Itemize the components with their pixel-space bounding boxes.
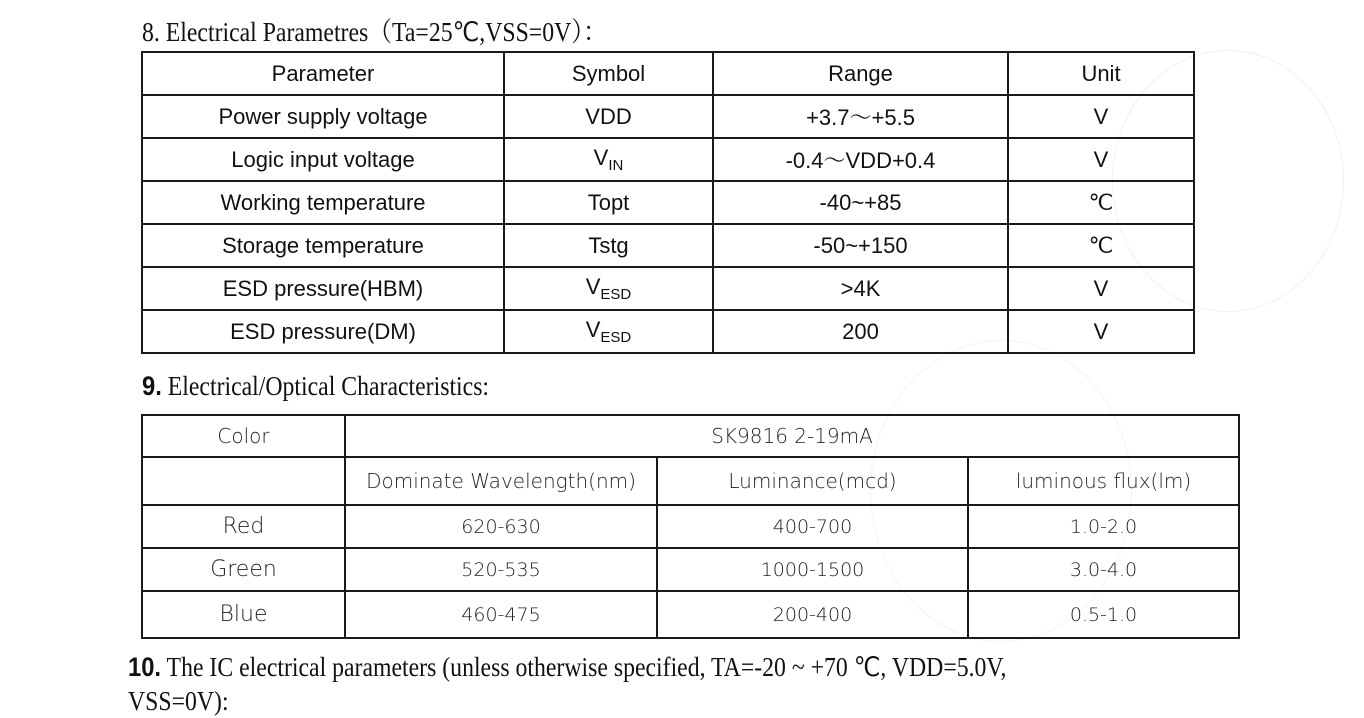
symbol-subscript: ESD <box>600 329 632 346</box>
table-row <box>142 591 1239 638</box>
column-header: luminous flux(lm) <box>968 457 1239 505</box>
symbol-text: V <box>585 317 601 342</box>
table-subheader-row <box>142 457 1239 505</box>
symbol-subscript: ESD <box>600 286 632 303</box>
symbol-cell <box>504 310 713 353</box>
section-8-heading: 8. Electrical Parametres（Ta=25℃,VSS=0V）： <box>142 17 607 47</box>
color-header: Color <box>142 415 345 457</box>
table-row <box>142 95 1194 138</box>
symbol-cell <box>504 138 713 181</box>
unit-cell: V <box>1008 138 1194 181</box>
symbol-cell <box>504 224 713 267</box>
column-header: Symbol <box>504 52 713 95</box>
unit-cell: V <box>1008 310 1194 353</box>
parameter-cell: Working temperature <box>142 181 504 224</box>
empty-cell <box>142 457 345 505</box>
unit-cell: V <box>1008 267 1194 310</box>
column-header: Range <box>713 52 1008 95</box>
range-cell: -50~+150 <box>713 224 1008 267</box>
symbol-text: VDD <box>585 103 632 129</box>
electrical-parameters-table <box>141 51 1195 354</box>
symbol-subscript: IN <box>608 157 624 174</box>
flux-cell: 0.5-1.0 <box>968 591 1239 638</box>
range-cell: +3.7～+5.5 <box>713 95 1008 138</box>
symbol-cell <box>504 95 713 138</box>
optical-characteristics-table <box>141 414 1240 639</box>
wavelength-cell: 460-475 <box>345 591 657 638</box>
symbol-text: V <box>593 145 609 170</box>
parameter-cell: Power supply voltage <box>142 95 504 138</box>
wavelength-cell: 520-535 <box>345 548 657 591</box>
table-row <box>142 224 1194 267</box>
color-cell: Red <box>142 505 345 548</box>
section-title-continued: VSS=0V): <box>128 686 229 716</box>
parameter-cell: ESD pressure(HBM) <box>142 267 504 310</box>
luminance-cell: 200-400 <box>657 591 968 638</box>
range-cell: -40~+85 <box>713 181 1008 224</box>
range-cell: -0.4～VDD+0.4 <box>713 138 1008 181</box>
range-cell: 200 <box>713 310 1008 353</box>
symbol-text: V <box>585 274 601 299</box>
table-row <box>142 138 1194 181</box>
luminance-cell: 400-700 <box>657 505 968 548</box>
parameter-cell: ESD pressure(DM) <box>142 310 504 353</box>
table-row <box>142 548 1239 591</box>
flux-cell: 3.0-4.0 <box>968 548 1239 591</box>
table-header-row <box>142 52 1194 95</box>
table-row <box>142 181 1194 224</box>
section-number: 10. <box>128 652 162 682</box>
column-header: Unit <box>1008 52 1194 95</box>
wavelength-cell: 620-630 <box>345 505 657 548</box>
symbol-text: Tstg <box>588 232 629 258</box>
section-9-heading <box>142 371 489 402</box>
column-header: Parameter <box>142 52 504 95</box>
unit-cell: ℃ <box>1008 181 1194 224</box>
parameter-cell: Logic input voltage <box>142 138 504 181</box>
unit-cell: V <box>1008 95 1194 138</box>
color-cell: Green <box>142 548 345 591</box>
table-row <box>142 310 1194 353</box>
range-cell: >4K <box>713 267 1008 310</box>
table-header-row <box>142 415 1239 457</box>
symbol-cell <box>504 181 713 224</box>
color-cell: Blue <box>142 591 345 638</box>
unit-cell: ℃ <box>1008 224 1194 267</box>
parameter-cell: Storage temperature <box>142 224 504 267</box>
table-row <box>142 505 1239 548</box>
column-header: Luminance(mcd) <box>657 457 968 505</box>
flux-cell: 1.0-2.0 <box>968 505 1239 548</box>
table-row <box>142 267 1194 310</box>
section-title: Electrical/Optical Characteristics: <box>161 371 490 401</box>
column-header: Dominate Wavelength(nm) <box>345 457 657 505</box>
product-header: SK9816 2-19mA <box>345 415 1239 457</box>
section-number: 9. <box>142 371 162 401</box>
section-title: The IC electrical parameters (unless otherwise specified, TA=-20 ~ +70 ℃, VDD=5.0V, <box>161 652 1007 682</box>
luminance-cell: 1000-1500 <box>657 548 968 591</box>
symbol-cell <box>504 267 713 310</box>
symbol-text: Topt <box>587 189 630 215</box>
section-10-heading <box>128 650 1006 718</box>
